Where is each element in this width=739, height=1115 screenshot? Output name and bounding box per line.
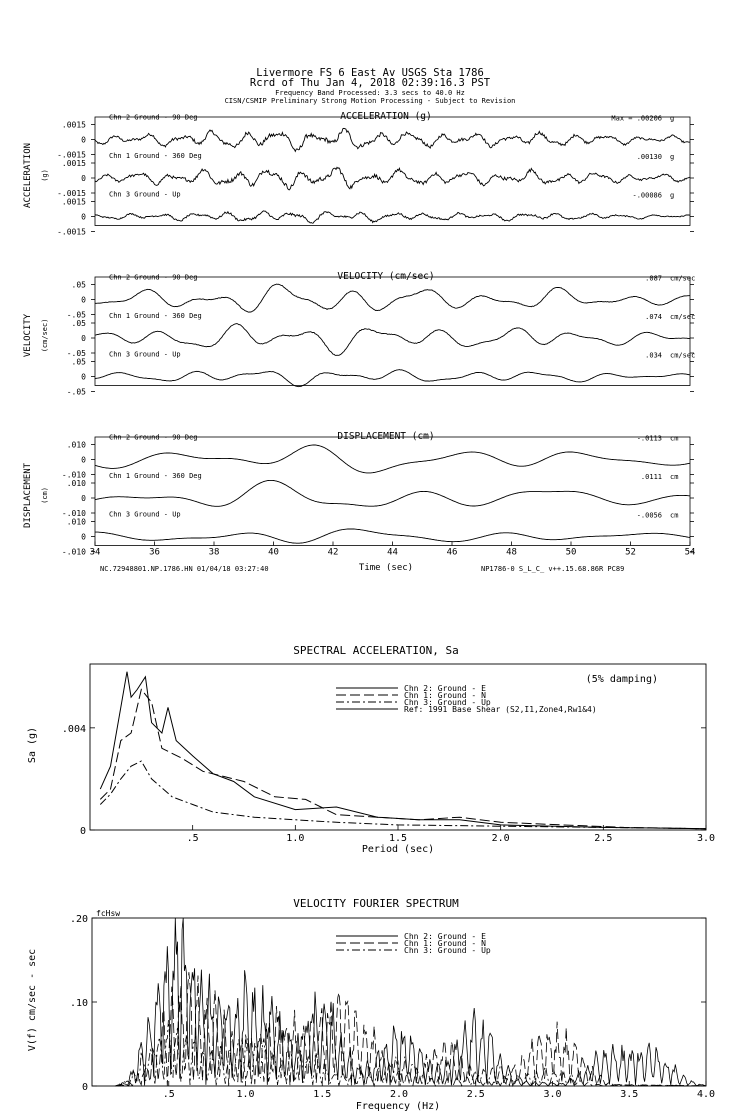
y-tick-label: .010 bbox=[66, 479, 86, 488]
x-tick-label: 44 bbox=[387, 547, 398, 558]
x-tick-label: 2.5 bbox=[594, 833, 613, 844]
x-tick-label: 1.5 bbox=[313, 1089, 332, 1100]
panel-ylabel: DISPLACEMENT bbox=[23, 462, 33, 528]
time-panel-3 bbox=[23, 431, 694, 557]
channel-label: Chn 1 Ground - 360 Deg bbox=[109, 152, 202, 160]
time-panel-2 bbox=[23, 271, 695, 397]
channel-peak-unit: g bbox=[670, 191, 675, 200]
y-tick-label: -.05 bbox=[66, 349, 86, 358]
x-tick-label: 38 bbox=[208, 547, 220, 558]
panel-title: VELOCITY (cm/sec) bbox=[337, 271, 435, 282]
x-tick-label: 4.0 bbox=[696, 1089, 716, 1100]
y-tick-label: -.010 bbox=[61, 547, 86, 557]
x-tick-label: 50 bbox=[565, 547, 577, 558]
panel-title: DISPLACEMENT (cm) bbox=[337, 431, 435, 442]
y-tick-label: 0 bbox=[81, 212, 86, 222]
panel-yunit: (g) bbox=[41, 169, 49, 182]
processing-note: CISN/CSMIP Preliminary Strong Motion Processing - Subject to Revision bbox=[224, 97, 516, 105]
channel-peak-unit: g bbox=[670, 153, 675, 161]
processing-id: NP1786-0 S_L_C_ v++.15.68.86R PC89 bbox=[481, 565, 625, 573]
y-tick-label: 0 bbox=[81, 135, 86, 145]
channel-peak-unit: cm/sec bbox=[670, 351, 696, 360]
x-tick-label: 40 bbox=[268, 547, 279, 558]
channel-peak: .00130 bbox=[636, 153, 662, 161]
time-history-panels bbox=[23, 111, 695, 558]
x-tick-label: 36 bbox=[149, 547, 160, 558]
x-tick-label: .5 bbox=[162, 1089, 175, 1100]
x-tick-label: 3.5 bbox=[620, 1089, 639, 1100]
y-tick-label: 0 bbox=[81, 494, 86, 503]
x-tick-label: 3.0 bbox=[543, 1089, 562, 1100]
y-tick-label: 0 bbox=[81, 1082, 88, 1093]
legend-entry: Chn 1: Ground - N bbox=[404, 939, 486, 948]
y-tick-label: .010 bbox=[66, 517, 86, 527]
channel-peak: Max = .00206 bbox=[611, 114, 662, 123]
waveform-trace bbox=[95, 211, 690, 223]
x-tick-label: 1.5 bbox=[388, 833, 408, 844]
y-tick-label: -.0015 bbox=[57, 227, 86, 237]
channel-label: Chn 2 Ground - 90 Deg bbox=[109, 433, 198, 442]
panel-ylabel: VELOCITY bbox=[23, 313, 33, 358]
channel-peak-unit: cm/sec bbox=[670, 274, 696, 283]
x-tick-label: 42 bbox=[327, 547, 339, 558]
x-tick-label: 48 bbox=[506, 547, 517, 558]
y-tick-label: .10 bbox=[69, 998, 88, 1009]
waveform-trace bbox=[95, 284, 690, 312]
channel-peak: .034 bbox=[645, 351, 662, 360]
channel-label: Chn 3 Ground - Up bbox=[109, 350, 181, 359]
legend-entry: Chn 3: Ground - Up bbox=[404, 946, 491, 955]
x-tick-label: 3.0 bbox=[696, 833, 716, 844]
y-tick-label: 0 bbox=[81, 295, 86, 305]
channel-peak: -.0056 bbox=[636, 511, 662, 520]
waveform-trace bbox=[95, 370, 690, 387]
fs-corner-label: fcHsw bbox=[96, 909, 121, 918]
channel-peak-unit: g bbox=[670, 114, 675, 123]
fs-title: VELOCITY FOURIER SPECTRUM bbox=[293, 897, 459, 910]
record-time: Rcrd of Thu Jan 4, 2018 02:39:16.3 PST bbox=[249, 77, 491, 89]
y-tick-label: -.010 bbox=[61, 470, 86, 480]
x-tick-label: 1.0 bbox=[286, 833, 305, 844]
channel-peak-unit: cm bbox=[670, 434, 679, 443]
x-tick-label: 52 bbox=[625, 547, 636, 558]
channel-peak: .074 bbox=[645, 313, 662, 321]
y-tick-label: .20 bbox=[69, 914, 88, 925]
waveform-trace bbox=[95, 167, 690, 190]
y-tick-label: -.05 bbox=[66, 310, 86, 320]
y-tick-label: 0 bbox=[81, 532, 86, 542]
y-tick-label: .010 bbox=[66, 440, 86, 450]
x-tick-label: .5 bbox=[186, 833, 199, 844]
waveform-trace bbox=[95, 529, 690, 543]
y-tick-label: 0 bbox=[81, 174, 86, 183]
waveform-trace bbox=[95, 480, 690, 506]
x-tick-label: 54 bbox=[684, 547, 696, 558]
y-tick-label: 0 bbox=[81, 455, 86, 465]
time-axis-label: Time (sec) bbox=[358, 563, 414, 573]
y-tick-label: -.0015 bbox=[57, 150, 86, 160]
channel-peak-unit: cm bbox=[670, 511, 679, 520]
channel-label: Chn 1 Ground - 360 Deg bbox=[109, 472, 202, 480]
panel-yunit: (cm/sec) bbox=[41, 318, 49, 353]
x-tick-label: 2.5 bbox=[466, 1089, 485, 1100]
y-tick-label: 0 bbox=[79, 826, 86, 837]
waveform-trace bbox=[95, 324, 690, 356]
y-tick-label: .004 bbox=[61, 723, 86, 735]
sa-ylabel: Sa (g) bbox=[27, 726, 38, 764]
legend-entry: Chn 3: Ground - Up bbox=[404, 698, 491, 707]
channel-peak: -.0113 bbox=[636, 434, 662, 443]
x-tick-label: 34 bbox=[89, 547, 101, 558]
station-title: Livermore FS 6 East Av USGS Sta 1786 bbox=[256, 67, 484, 79]
channel-peak: -.00086 bbox=[632, 191, 662, 200]
channel-peak-unit: cm/sec bbox=[670, 313, 696, 321]
y-tick-label: 0 bbox=[81, 372, 86, 382]
frequency-band: Frequency Band Processed: 3.3 secs to 40.0 Hz bbox=[275, 89, 465, 97]
record-id: NC.72948801.NP.1786.HN 01/04/18 03:27:40 bbox=[100, 565, 269, 573]
y-tick-label: .0015 bbox=[61, 197, 86, 207]
sa-xlabel: Period (sec) bbox=[361, 844, 435, 855]
legend-entry: Chn 2: Ground - E bbox=[404, 932, 486, 941]
x-tick-label: 1.0 bbox=[236, 1089, 255, 1100]
legend-entry: Chn 2: Ground - E bbox=[404, 684, 486, 693]
y-tick-label: .05 bbox=[71, 357, 86, 367]
fs-ylabel: V(f) cm/sec - sec bbox=[27, 948, 38, 1052]
channel-label: Chn 2 Ground - 90 Deg bbox=[109, 273, 198, 282]
waveform-trace bbox=[95, 128, 690, 151]
sa-title: SPECTRAL ACCELERATION, Sa bbox=[293, 644, 459, 657]
channel-label: Chn 3 Ground - Up bbox=[109, 190, 181, 199]
legend-entry: Chn 1: Ground - N bbox=[404, 691, 486, 700]
time-panel-1 bbox=[23, 111, 694, 237]
panel-title: ACCELERATION (g) bbox=[340, 111, 432, 122]
y-tick-label: -.010 bbox=[61, 509, 86, 518]
channel-peak: .087 bbox=[645, 274, 662, 283]
y-tick-label: .05 bbox=[71, 280, 86, 290]
fs-xlabel: Frequency (Hz) bbox=[355, 1101, 441, 1112]
y-tick-label: .0015 bbox=[61, 120, 86, 130]
y-tick-label: 0 bbox=[81, 334, 86, 343]
channel-label: Chn 3 Ground - Up bbox=[109, 510, 181, 519]
sa-damping-note: (5% damping) bbox=[585, 674, 658, 685]
fourier-spectrum-chart bbox=[27, 897, 715, 1112]
channel-label: Chn 2 Ground - 90 Deg bbox=[109, 113, 198, 122]
y-tick-label: .05 bbox=[71, 319, 86, 328]
y-tick-label: -.0015 bbox=[57, 189, 86, 198]
channel-peak: .0111 bbox=[640, 473, 662, 481]
x-tick-label: 2.0 bbox=[389, 1089, 409, 1100]
y-tick-label: -.05 bbox=[66, 387, 86, 397]
channel-label: Chn 1 Ground - 360 Deg bbox=[109, 312, 202, 320]
spectral-acceleration-chart bbox=[27, 644, 715, 855]
panel-yunit: (cm) bbox=[41, 487, 49, 504]
waveform-trace bbox=[95, 445, 690, 473]
channel-peak-unit: cm bbox=[670, 473, 679, 481]
x-tick-label: 2.0 bbox=[491, 833, 510, 844]
y-tick-label: .0015 bbox=[61, 159, 86, 168]
x-tick-label: 46 bbox=[446, 547, 458, 558]
legend-entry: Ref: 1991 Base Shear (S2,I1,Zone4,Rw1&4) bbox=[404, 705, 597, 714]
panel-ylabel: ACCELERATION bbox=[23, 142, 33, 208]
